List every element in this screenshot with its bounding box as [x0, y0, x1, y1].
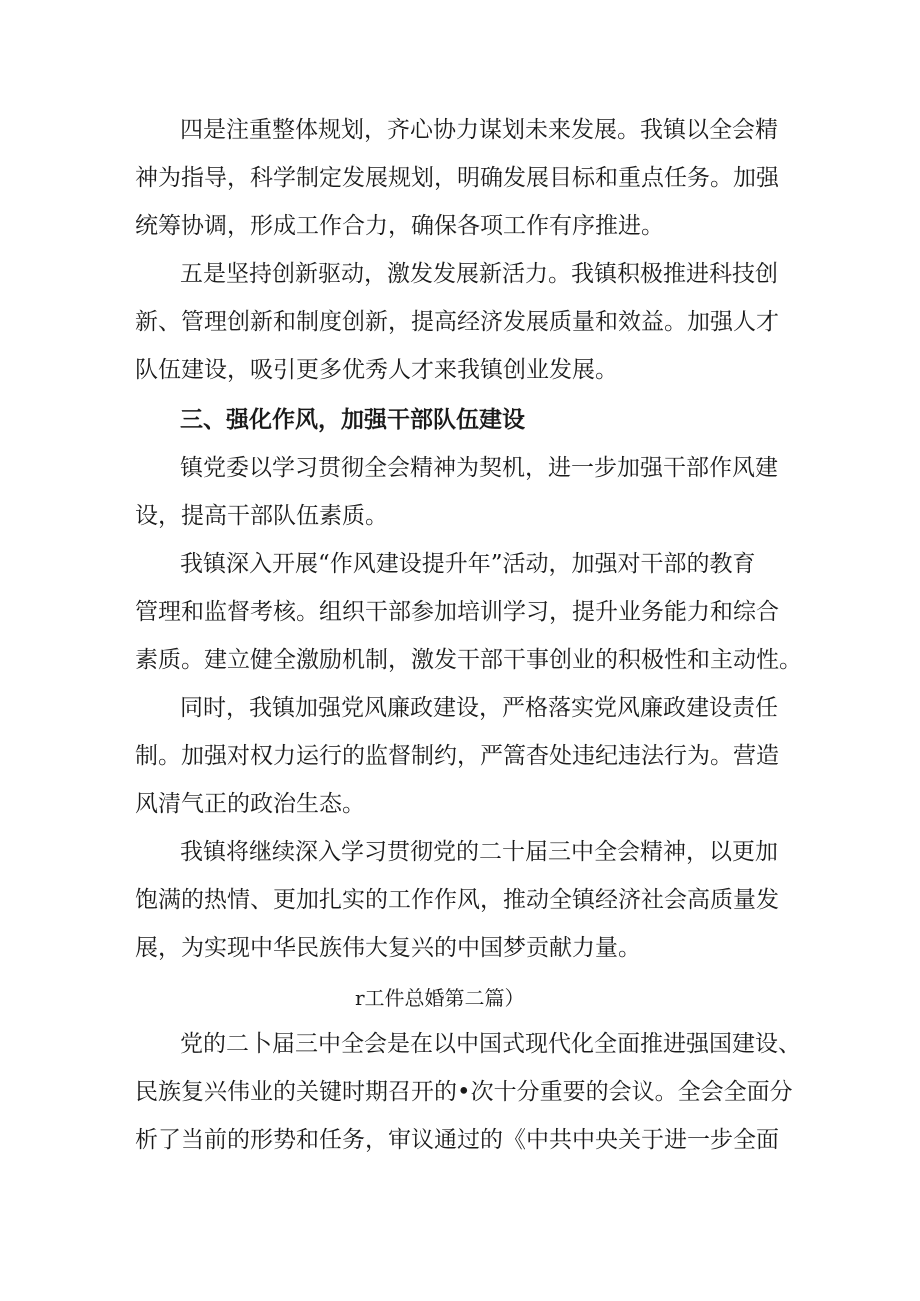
paragraph-line: 四是注重整体规划，齐心协力谋划未来发展。我镇以全会精 [180, 117, 778, 143]
paragraph-line: 神为指导，科学制定发展规划，明确发展目标和重点任务。加强 [135, 165, 779, 191]
paragraph-line: 管理和监督考核。组织干部参加培训学习，提升业务能力和综合 [135, 599, 779, 625]
section-heading: 三、强化作风，加强干部队伍建设 [180, 407, 525, 433]
paragraph-line: 设，提高干部队伍素质。 [135, 503, 388, 529]
subsection-title: r工件总婚第二篇） [355, 986, 525, 1010]
paragraph-line: 风清气正的政治生态。 [135, 791, 365, 817]
paragraph-line: 五是坚持创新驱动，激发发展新活力。我镇积极推进科技创 [180, 261, 778, 287]
paragraph-line: 统筹协调，形成工作合力，确保各项工作有序推进。 [135, 213, 664, 239]
paragraph-line: 我镇将继续深入学习贯彻党的二十届三中全会精神，以更加 [180, 839, 778, 865]
paragraph-line: 同时，我镇加强党风廉政建设，严格落实党风廉政建设责任 [180, 695, 778, 721]
paragraph-line: 我镇深入开展“作风建设提升年”活动，加强对干部的教育 [180, 551, 756, 577]
paragraph-line: 饱满的热情、更加扎实的工作作风，推动全镇经济社会高质量发 [135, 887, 779, 913]
paragraph-line: 析了当前的形势和任务，审议通过的《中共中央关于进一步全面 [135, 1127, 779, 1153]
paragraph-line: 展，为实现中华民族伟大复兴的中国梦贡献力量。 [135, 935, 641, 961]
paragraph-line: 镇党委以学习贯彻全会精神为契机，进一步加强干部作风建 [180, 455, 778, 481]
paragraph-line: 新、管理创新和制度创新，提高经济发展质量和效益。加强人才 [135, 309, 779, 335]
paragraph-line: 队伍建设，吸引更多优秀人才来我镇创业发展。 [135, 357, 618, 383]
paragraph-line: 素质。建立健全激励机制，激发干部干事创业的积极性和主动性。 [135, 647, 802, 673]
paragraph-line: 制。加强对权力运行的监督制约，严篙杳处违纪违法行为。营造 [135, 743, 779, 769]
paragraph-line: 党的二卜届三中全会是在以中国式现代化全面推进强国建设、 [180, 1031, 801, 1057]
paragraph-line: 民族复兴伟业的关键时期召开的•次十分重要的会议。全会全面分 [135, 1079, 793, 1105]
